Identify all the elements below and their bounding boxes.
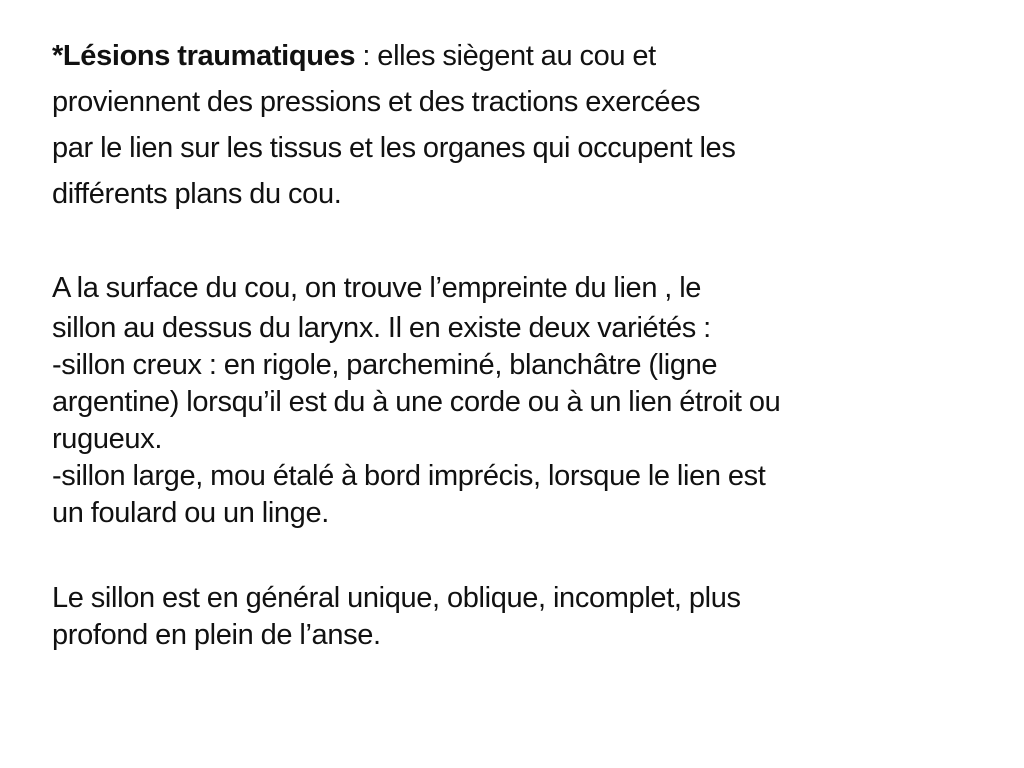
paragraph-line: un foulard ou un linge. [52, 497, 329, 529]
paragraph-line [52, 33, 992, 79]
heading-continuation: : elles siègent au cou et [355, 40, 656, 72]
section-heading: *Lésions traumatiques [52, 40, 356, 72]
paragraph-line: A la surface du cou, on trouve l’empreinte du lien , le [52, 272, 702, 304]
paragraph-line: par le lien sur les tissus et les organes qui occupent les [52, 132, 736, 164]
paragraph-line: rugueux. [52, 423, 163, 455]
paragraph-line: argentine) lorsqu’il est du à une corde ou à un lien étroit ou [52, 386, 781, 418]
paragraph-line: Le sillon est en général unique, oblique, incomplet, plus [52, 582, 741, 614]
paragraph-traumatic-lesions [52, 33, 992, 217]
paragraph-line: proviennent des pressions et des tractions exercées [52, 86, 701, 118]
list-item-wide-groove: -sillon large, mou étalé à bord imprécis, lorsque le lien est [52, 460, 766, 492]
paragraph-line: différents plans du cou. [52, 178, 342, 210]
paragraph-groove-characteristics [52, 580, 992, 654]
paragraph-line: profond en plein de l’anse. [52, 619, 381, 651]
paragraph-neck-groove [52, 266, 992, 532]
paragraph-line: sillon au dessus du larynx. Il en existe deux variétés : [52, 312, 711, 344]
list-item-hollow-groove: -sillon creux : en rigole, parcheminé, blanchâtre (ligne [52, 349, 718, 381]
